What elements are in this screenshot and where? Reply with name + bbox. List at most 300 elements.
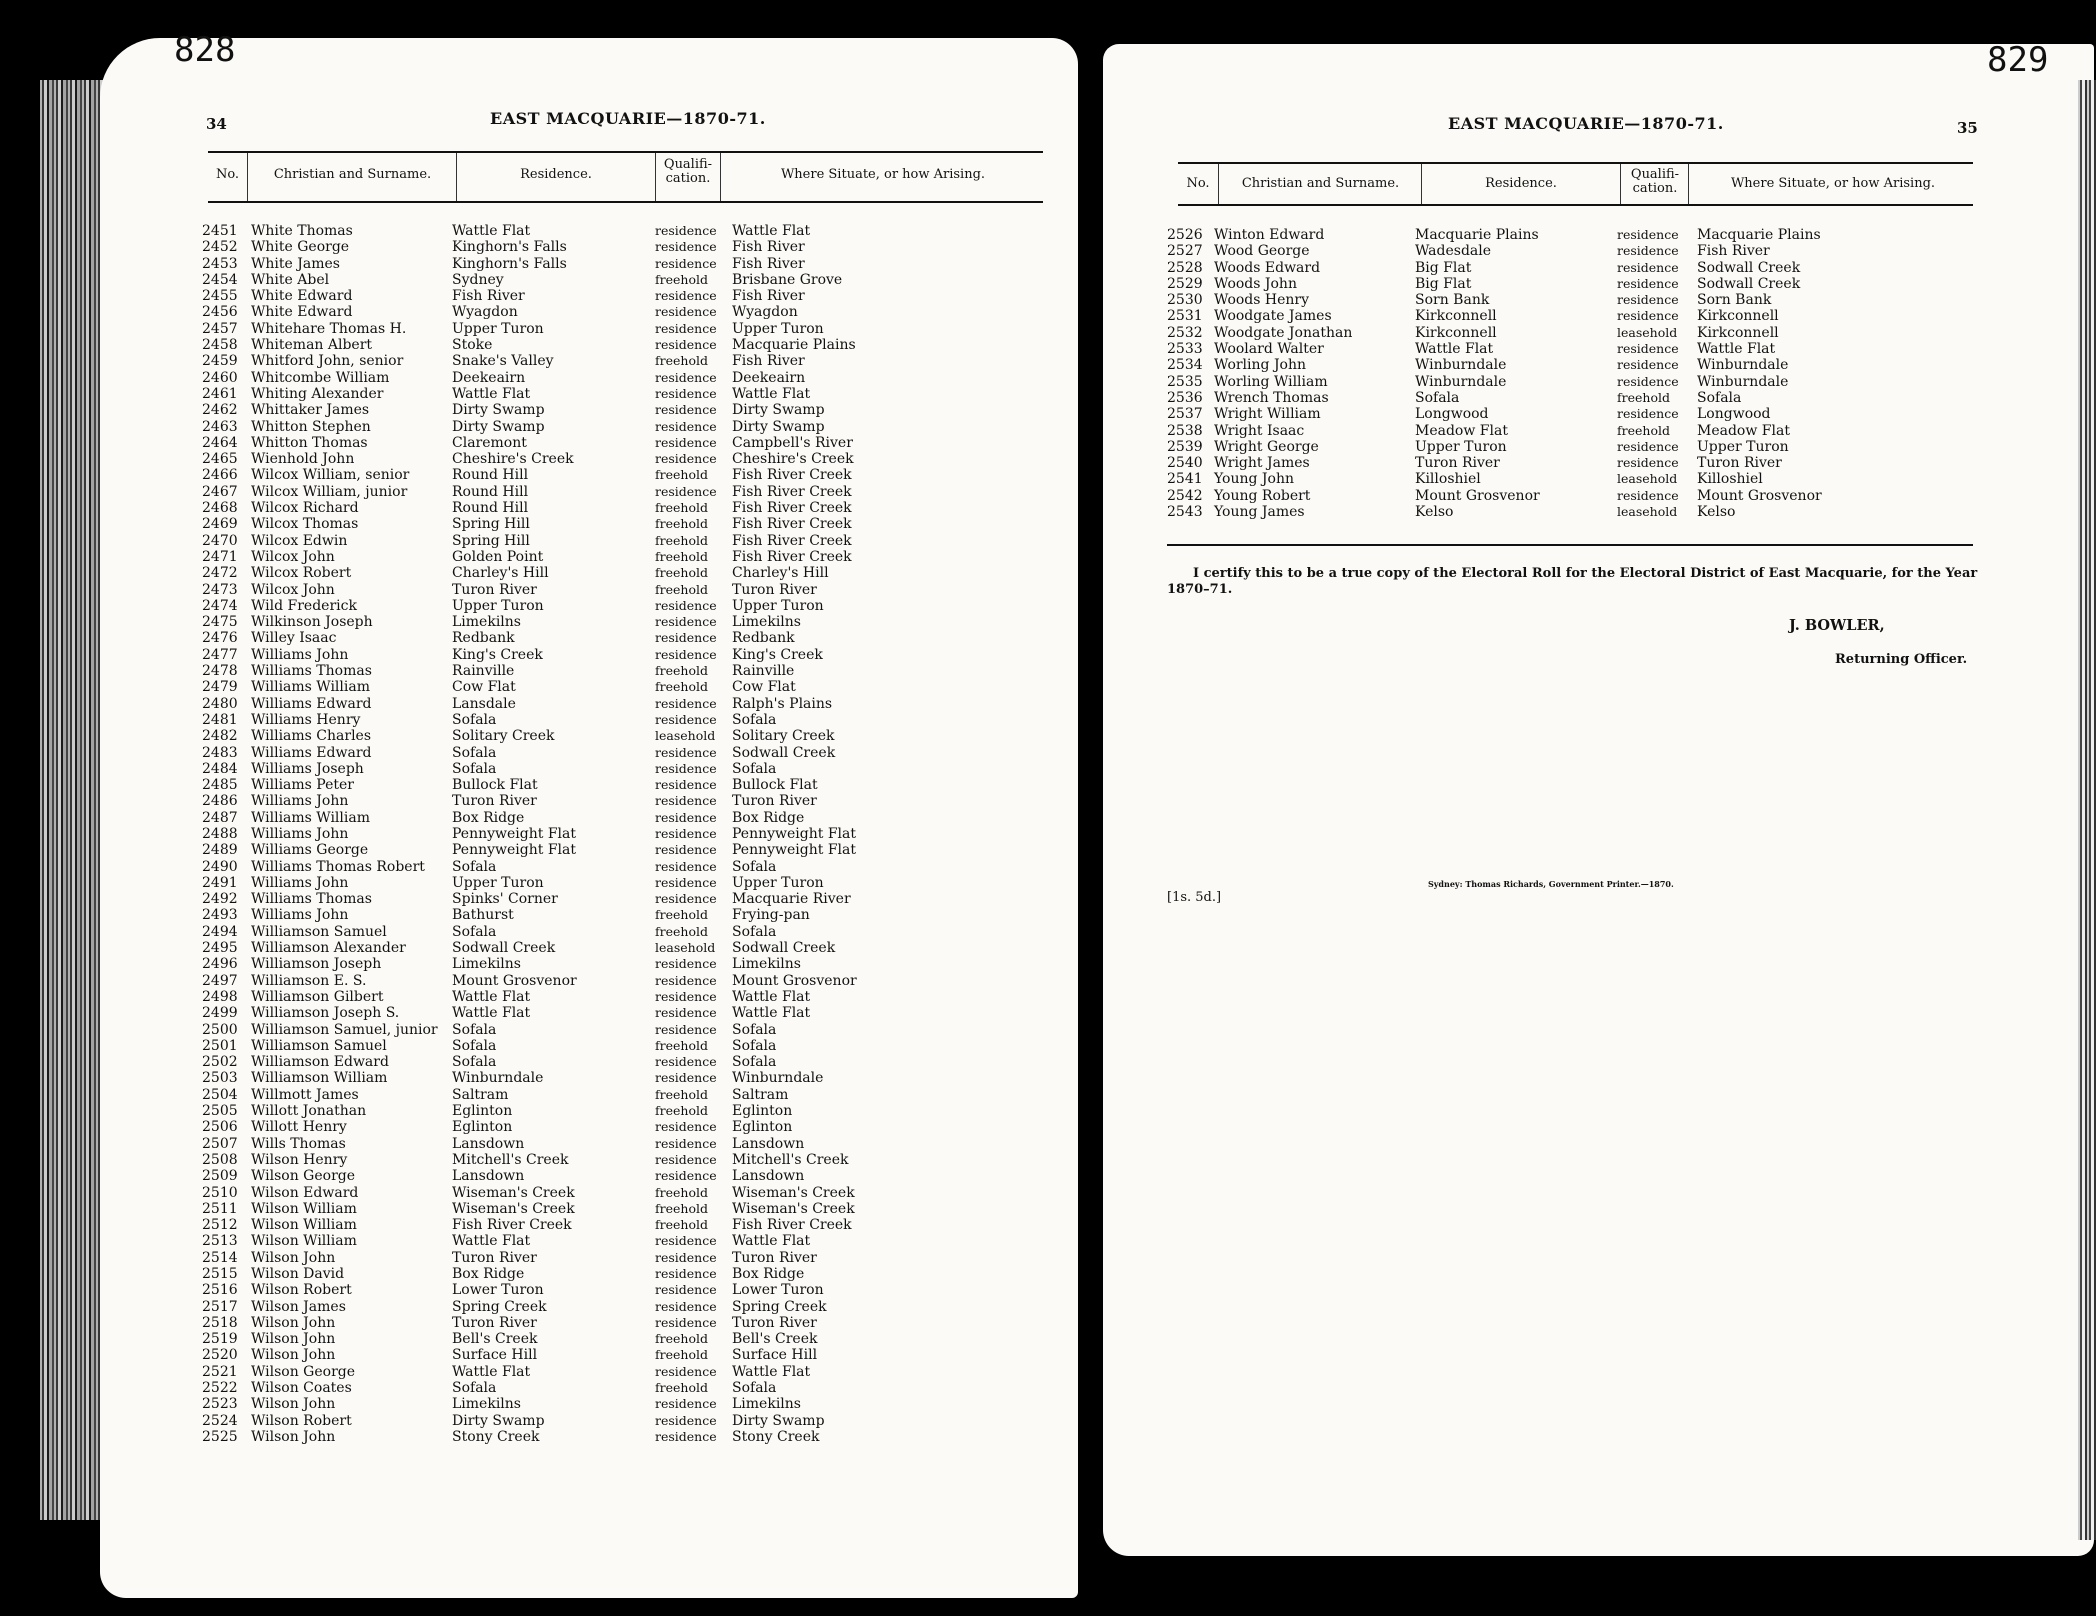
roll-table-left [202,223,922,1445]
residence: Round Hill [452,483,529,500]
table-row [202,647,922,663]
where-situate: Sofala [732,923,777,940]
voter-name: Williams Edward [251,744,372,761]
table-row [1167,423,1887,439]
qualification: residence [655,369,717,385]
voter-name: White George [251,239,350,256]
qualification: residence [655,891,717,907]
entry-number: 2516 [202,1282,238,1299]
voter-name: White Edward [251,288,353,305]
signatory-name: J. BOWLER, [1789,617,1885,634]
qualification: residence [655,1151,717,1167]
where-situate: Upper Turon [732,874,824,891]
where-situate: Kirkconnell [1697,308,1779,325]
entry-number: 2469 [202,516,238,533]
table-row [202,1070,922,1086]
entry-number: 2519 [202,1331,238,1348]
where-situate: Meadow Flat [1697,422,1790,439]
qualification: residence [1617,275,1679,291]
residence: Sofala [452,1021,497,1038]
entry-number: 2499 [202,1005,238,1022]
entry-number: 2473 [202,581,238,598]
voter-name: Whitehare Thomas H. [251,320,407,337]
table-row [202,370,922,386]
residence: Spring Hill [452,532,530,549]
where-situate: Wyagdon [732,304,798,321]
where-situate: Sofala [732,1021,777,1038]
voter-name: Williams John [251,646,349,663]
entry-number: 2526 [1167,227,1203,243]
qualification: freehold [655,1331,708,1347]
table-row [202,337,922,353]
printer-imprint: Sydney: Thomas Richards, Government Printer.—1870. [1428,879,1674,889]
qualification: residence [655,320,717,336]
table-row [202,891,922,907]
residence: Bell's Creek [452,1331,538,1348]
voter-name: Wilson Henry [251,1151,348,1168]
qualification: residence [655,337,717,353]
entry-number: 2474 [202,597,238,614]
table-row [202,451,922,467]
where-situate: Eglinton [732,1119,793,1136]
entry-number: 2510 [202,1184,238,1201]
where-situate: Wattle Flat [1697,341,1776,358]
where-situate: Wattle Flat [732,223,811,239]
voter-name: White James [251,255,340,272]
column-divider [247,153,248,201]
table-row [202,875,922,891]
residence: Big Flat [1415,259,1472,276]
qualification: freehold [655,1200,708,1216]
residence: Lansdown [452,1168,525,1185]
where-situate: Wattle Flat [732,988,811,1005]
table-row [202,353,922,369]
table-row [202,679,922,695]
column-divider [720,153,721,201]
qualification: residence [655,1135,717,1151]
residence: King's Creek [452,646,543,663]
voter-name: Wilson John [251,1396,336,1413]
residence: Sofala [452,711,497,728]
column-header-qualification: Qualifi-cation. [1630,167,1680,196]
entry-number: 2532 [1167,324,1203,341]
where-situate: Winburndale [732,1070,824,1087]
qualification: residence [1617,487,1679,503]
qualification: residence [655,646,717,662]
residence: Bathurst [452,907,514,924]
entry-number: 2523 [202,1396,238,1413]
residence: Sorn Bank [1415,292,1490,309]
entry-number: 2514 [202,1249,238,1266]
folio-number: 828 [174,30,236,70]
entry-number: 2460 [202,369,238,386]
qualification: residence [655,451,717,467]
where-situate: Fish River [732,288,805,305]
voter-name: Williams George [251,842,369,859]
voter-name: Wilson William [251,1233,357,1250]
qualification: residence [655,1266,717,1281]
column-divider [1421,164,1422,204]
where-situate: Fish River [732,255,805,272]
voter-name: Williamson William [251,1070,388,1087]
qualification: freehold [655,532,708,548]
where-situate: Lansdown [732,1168,805,1185]
page-heading: EAST MACQUARIE—1870-71. [1448,114,1724,133]
where-situate: Fish River Creek [732,516,852,533]
table-row [202,256,922,272]
entry-number: 2466 [202,467,238,484]
table-row [202,1315,922,1331]
qualification: residence [1617,406,1679,422]
entry-number: 2488 [202,825,238,842]
voter-name: Wild Frederick [251,597,357,614]
entry-number: 2504 [202,1086,238,1103]
qualification: freehold [655,353,708,369]
qualification: residence [655,1298,717,1314]
entry-number: 2498 [202,988,238,1005]
where-situate: Fish River Creek [732,532,852,549]
table-row [202,826,922,842]
voter-name: Woods Henry [1214,292,1310,309]
column-header-no: No. [1186,176,1210,191]
entry-number: 2451 [202,223,238,239]
residence: Fish River [452,288,525,305]
entry-number: 2535 [1167,373,1203,390]
where-situate: Box Ridge [732,1266,805,1282]
where-situate: Sofala [732,1037,777,1054]
column-header-qualification: Qualifi-cation. [663,157,713,186]
voter-name: Winton Edward [1214,227,1325,243]
where-situate: Fish River [732,239,805,256]
voter-name: Wilcox Robert [251,565,352,582]
where-situate: Redbank [732,630,795,647]
voter-name: Wilson David [251,1266,345,1282]
column-header-name: Christian and Surname. [1241,176,1400,191]
voter-name: Wilson Robert [251,1282,352,1299]
voter-name: Wilcox William, senior [251,467,410,484]
voter-name: Wills Thomas [251,1135,346,1152]
where-situate: Fish River Creek [732,1217,852,1234]
qualification: residence [655,1054,717,1070]
where-situate: Charley's Hill [732,565,829,582]
entry-number: 2533 [1167,341,1203,358]
voter-name: Williams Charles [251,728,372,745]
entry-number: 2454 [202,271,238,288]
residence: Mitchell's Creek [452,1151,569,1168]
qualification: residence [655,760,717,776]
entry-number: 2543 [1167,504,1203,521]
voter-name: Williams William [251,679,370,696]
residence: Killoshiel [1415,471,1481,488]
table-row [1167,292,1887,308]
where-situate: Winburndale [1697,357,1789,374]
entry-number: 2483 [202,744,238,761]
entry-number: 2464 [202,434,238,451]
column-header-where: Where Situate, or how Arising. [1730,176,1936,191]
where-situate: Wattle Flat [732,1233,811,1250]
residence: Turon River [452,581,537,598]
entry-number: 2500 [202,1021,238,1038]
entry-number: 2477 [202,646,238,663]
where-situate: Solitary Creek [732,728,835,745]
where-situate: Lower Turon [732,1282,824,1299]
entry-number: 2481 [202,711,238,728]
qualification: freehold [1617,389,1670,405]
entry-number: 2506 [202,1119,238,1136]
where-situate: Deekeairn [732,369,806,386]
entry-number: 2509 [202,1168,238,1185]
residence: Dirty Swamp [452,1412,545,1429]
qualification: leasehold [1617,324,1678,340]
residence: Kirkconnell [1415,324,1497,341]
entry-number: 2527 [1167,243,1203,260]
table-row [1167,406,1887,422]
table-row [202,1185,922,1201]
where-situate: Fish River Creek [732,548,852,565]
where-situate: Turon River [732,793,817,810]
table-row [202,239,922,255]
book-page-edge [2078,80,2096,1540]
voter-name: Wilson Edward [251,1184,359,1201]
table-row [202,533,922,549]
table-row [202,989,922,1005]
residence: Claremont [452,434,527,451]
entry-number: 2505 [202,1103,238,1120]
qualification: residence [655,695,717,711]
column-divider [1688,164,1689,204]
entry-number: 2501 [202,1037,238,1054]
qualification: residence [655,1119,717,1135]
table-row [1167,455,1887,471]
residence: Mount Grosvenor [1415,487,1540,504]
qualification: residence [655,988,717,1004]
table-row [202,1103,922,1119]
entry-number: 2485 [202,777,238,794]
where-situate: Sofala [732,858,777,875]
entry-number: 2537 [1167,406,1203,423]
voter-name: Williamson Joseph S. [251,1005,400,1022]
qualification: residence [1617,341,1679,357]
voter-name: Wright James [1214,455,1310,472]
voter-name: Wright Isaac [1214,422,1305,439]
residence: Limekilns [452,614,521,631]
residence: Kelso [1415,504,1454,521]
entry-number: 2465 [202,451,238,468]
entry-number: 2528 [1167,259,1203,276]
residence: Turon River [452,1314,537,1331]
table-row [202,516,922,532]
table-row [1167,260,1887,276]
voter-name: Worling John [1214,357,1307,374]
qualification: residence [655,434,717,450]
qualification: residence [655,711,717,727]
where-situate: Winburndale [1697,373,1789,390]
voter-name: Woodgate James [1214,308,1332,325]
residence: Fish River Creek [452,1217,572,1234]
voter-name: White Edward [251,304,353,321]
where-situate: Bell's Creek [732,1331,818,1348]
qualification: leasehold [655,940,716,956]
entry-number: 2495 [202,940,238,957]
qualification: freehold [655,679,708,695]
voter-name: Worling William [1214,373,1328,390]
table-row [202,696,922,712]
table-row [202,1054,922,1070]
where-situate: Sodwall Creek [1697,259,1801,276]
residence: Wattle Flat [452,1005,531,1022]
table-row [202,304,922,320]
residence: Pennyweight Flat [452,825,576,842]
where-situate: Bullock Flat [732,777,818,794]
residence: Snake's Valley [452,353,554,370]
where-situate: Mount Grosvenor [1697,487,1822,504]
residence: Winburndale [452,1070,544,1087]
entry-number: 2475 [202,614,238,631]
entry-number: 2503 [202,1070,238,1087]
residence: Sofala [452,760,497,777]
entry-number: 2517 [202,1298,238,1315]
residence: Sofala [452,858,497,875]
where-situate: Sorn Bank [1697,292,1772,309]
table-row [202,859,922,875]
qualification: residence [655,483,717,499]
where-situate: Fish River Creek [732,483,852,500]
voter-name: Whiteman Albert [251,337,373,354]
entry-number: 2479 [202,679,238,696]
voter-name: Wilson John [251,1249,336,1266]
where-situate: Sofala [732,1380,777,1397]
table-row [202,663,922,679]
qualification: freehold [655,548,708,564]
residence: Sodwall Creek [452,940,556,957]
qualification: leasehold [655,728,716,744]
qualification: residence [655,239,717,255]
table-row [202,223,922,239]
qualification: residence [655,1168,717,1184]
table-row [202,484,922,500]
voter-name: Wilson John [251,1347,336,1364]
entry-number: 2531 [1167,308,1203,325]
qualification: freehold [655,1380,708,1396]
where-situate: Sofala [732,711,777,728]
table-row [202,1266,922,1282]
where-situate: Brisbane Grove [732,271,843,288]
table-row [202,924,922,940]
where-situate: Saltram [732,1086,789,1103]
voter-name: Wilcox Richard [251,500,359,517]
column-divider [1218,164,1219,204]
table-row [202,598,922,614]
table-row [202,614,922,630]
qualification: residence [655,614,717,630]
table-row [202,1331,922,1347]
qualification: residence [655,402,717,418]
voter-name: Woods John [1214,275,1297,292]
table-row [1167,341,1887,357]
where-situate: Turon River [732,1314,817,1331]
qualification: freehold [655,565,708,581]
entry-number: 2521 [202,1363,238,1380]
voter-name: Williams Peter [251,777,354,794]
table-row [202,1299,922,1315]
residence: Box Ridge [452,809,525,826]
voter-name: Whitton Stephen [251,418,371,435]
where-situate: Kelso [1697,504,1736,521]
qualification: leasehold [1617,504,1678,520]
entry-number: 2539 [1167,438,1203,455]
entry-number: 2536 [1167,389,1203,406]
voter-name: Williams Thomas [251,663,372,680]
qualification: freehold [1617,422,1670,438]
header-bottom-rule [1178,204,1973,206]
voter-name: Williamson Samuel, junior [251,1021,438,1038]
entry-number: 2502 [202,1054,238,1071]
residence: Mount Grosvenor [452,972,577,989]
entry-number: 2476 [202,630,238,647]
residence: Cow Flat [452,679,516,696]
entry-number: 2484 [202,760,238,777]
qualification: residence [1617,259,1679,275]
residence: Kinghorn's Falls [452,239,567,256]
residence: Round Hill [452,500,529,517]
residence: Rainville [452,663,515,680]
entry-number: 2538 [1167,422,1203,439]
qualification: residence [655,304,717,320]
qualification: freehold [655,1086,708,1102]
voter-name: Wilson William [251,1217,357,1234]
voter-name: Williams John [251,793,349,810]
where-situate: Upper Turon [732,320,824,337]
entry-number: 2507 [202,1135,238,1152]
voter-name: Whiting Alexander [251,385,384,402]
table-row [202,907,922,923]
qualification: residence [655,1282,717,1298]
where-situate: Pennyweight Flat [732,825,856,842]
entry-number: 2524 [202,1412,238,1429]
entry-number: 2452 [202,239,238,256]
header-top-rule [1178,162,1973,164]
residence: Eglinton [452,1119,513,1136]
qualification: freehold [655,1217,708,1233]
table-row [202,1217,922,1233]
table-row [202,1119,922,1135]
voter-name: Williams John [251,825,349,842]
entry-number: 2457 [202,320,238,337]
residence: Eglinton [452,1103,513,1120]
qualification: residence [655,809,717,825]
where-situate: Spring Creek [732,1298,827,1315]
voter-name: Williamson Samuel [251,923,387,940]
where-situate: Dirty Swamp [732,402,825,419]
residence: Wadesdale [1415,243,1492,260]
table-row [202,549,922,565]
residence: Wiseman's Creek [452,1184,575,1201]
residence: Macquarie Plains [1415,227,1539,243]
qualification: residence [655,956,717,972]
table-row [202,288,922,304]
where-situate: Dirty Swamp [732,418,825,435]
voter-name: Wilcox Edwin [251,532,348,549]
table-row [202,761,922,777]
certification-text: I certify this to be a true copy of the Electoral Roll for the Electoral District of East Macquarie, for the Year [1193,566,1978,581]
entry-number: 2540 [1167,455,1203,472]
page-number: 35 [1957,119,1978,137]
where-situate: Killoshiel [1697,471,1763,488]
table-row [1167,488,1887,504]
table-row [202,745,922,761]
entry-number: 2511 [202,1200,238,1217]
table-row [202,1413,922,1429]
